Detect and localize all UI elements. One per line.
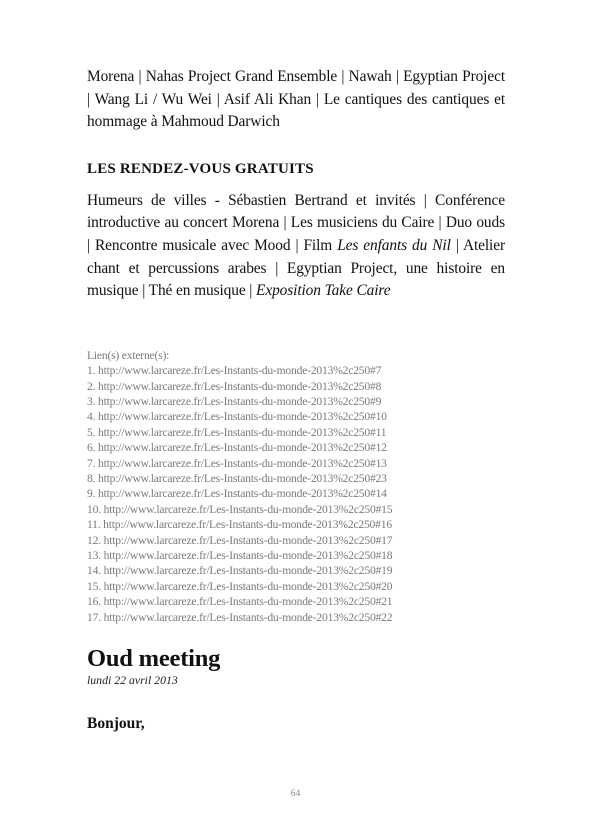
external-link-item[interactable]: 15. http://www.larcareze.fr/Les-Instants-du-monde-2013%2c250#20 [87,579,393,593]
external-link-item[interactable]: 10. http://www.larcareze.fr/Les-Instants-du-monde-2013%2c250#15 [87,502,393,516]
free-events-text-1: Humeurs de villes - Sébastien Bertrand et invités | Conférence introductive au concert Morena | Les musiciens du Caire | Duo ouds | Rencontre musicale avec Mood | Film [87,191,505,254]
external-links-list [87,363,505,625]
free-events-paragraph [87,190,505,303]
external-link-item[interactable]: 7. http://www.larcareze.fr/Les-Instants-du-monde-2013%2c250#13 [87,456,387,470]
external-link-item[interactable]: 3. http://www.larcareze.fr/Les-Instants-du-monde-2013%2c250#9 [87,394,382,408]
page-number: 64 [290,789,301,799]
external-link-item[interactable]: 16. http://www.larcareze.fr/Les-Instants-du-monde-2013%2c250#21 [87,595,393,609]
external-link-item[interactable]: 8. http://www.larcareze.fr/Les-Instants-du-monde-2013%2c250#23 [87,472,387,485]
external-link-item[interactable]: 1. http://www.larcareze.fr/Les-Instants-du-monde-2013%2c250#7 [87,364,382,378]
film-title: Les enfants du Nil [337,236,451,254]
external-link-item[interactable]: 2. http://www.larcareze.fr/Les-Instants-du-monde-2013%2c250#8 [87,379,382,393]
intro-paragraph: Morena | Nahas Project Grand Ensemble | Nawah | Egyptian Project | Wang Li / Wu Wei | Asif Ali Khan | Le cantiques des cantiques et hommage à Mahmoud Darwich [87,68,505,131]
external-link-item[interactable]: 11. http://www.larcareze.fr/Les-Instants-du-monde-2013%2c250#16 [87,518,392,532]
external-link-item[interactable]: 17. http://www.larcareze.fr/Les-Instants-du-monde-2013%2c250#22 [87,610,393,624]
external-link-item[interactable]: 6. http://www.larcareze.fr/Les-Instants-du-monde-2013%2c250#12 [87,441,387,455]
exposition-title: Exposition Take Caire [256,282,391,300]
external-links [87,348,505,625]
article-greeting: Bonjour, [87,715,145,733]
external-links-label: Lien(s) externe(s): [87,348,170,362]
free-events-text-2: | Atelier chant et percussions arabes | Egyptian Project, une histoire en musique | Thé en musique | [87,236,505,300]
article-title: Oud meeting [87,645,221,673]
external-link-item[interactable]: 4. http://www.larcareze.fr/Les-Instants-du-monde-2013%2c250#10 [87,410,387,424]
article-date: lundi 22 avril 2013 [87,673,178,688]
document-page [87,66,505,733]
external-link-item[interactable]: 14. http://www.larcareze.fr/Les-Instants-du-monde-2013%2c250#19 [87,564,393,578]
external-link-item[interactable]: 12. http://www.larcareze.fr/Les-Instants-du-monde-2013%2c250#17 [87,533,393,547]
section-heading: LES RENDEZ-VOUS GRATUITS [87,160,314,177]
external-link-item[interactable]: 13. http://www.larcareze.fr/Les-Instants-du-monde-2013%2c250#18 [87,549,393,563]
external-link-item[interactable]: 9. http://www.larcareze.fr/Les-Instants-du-monde-2013%2c250#14 [87,487,387,501]
external-link-item[interactable]: 5. http://www.larcareze.fr/Les-Instants-du-monde-2013%2c250#11 [87,425,387,439]
